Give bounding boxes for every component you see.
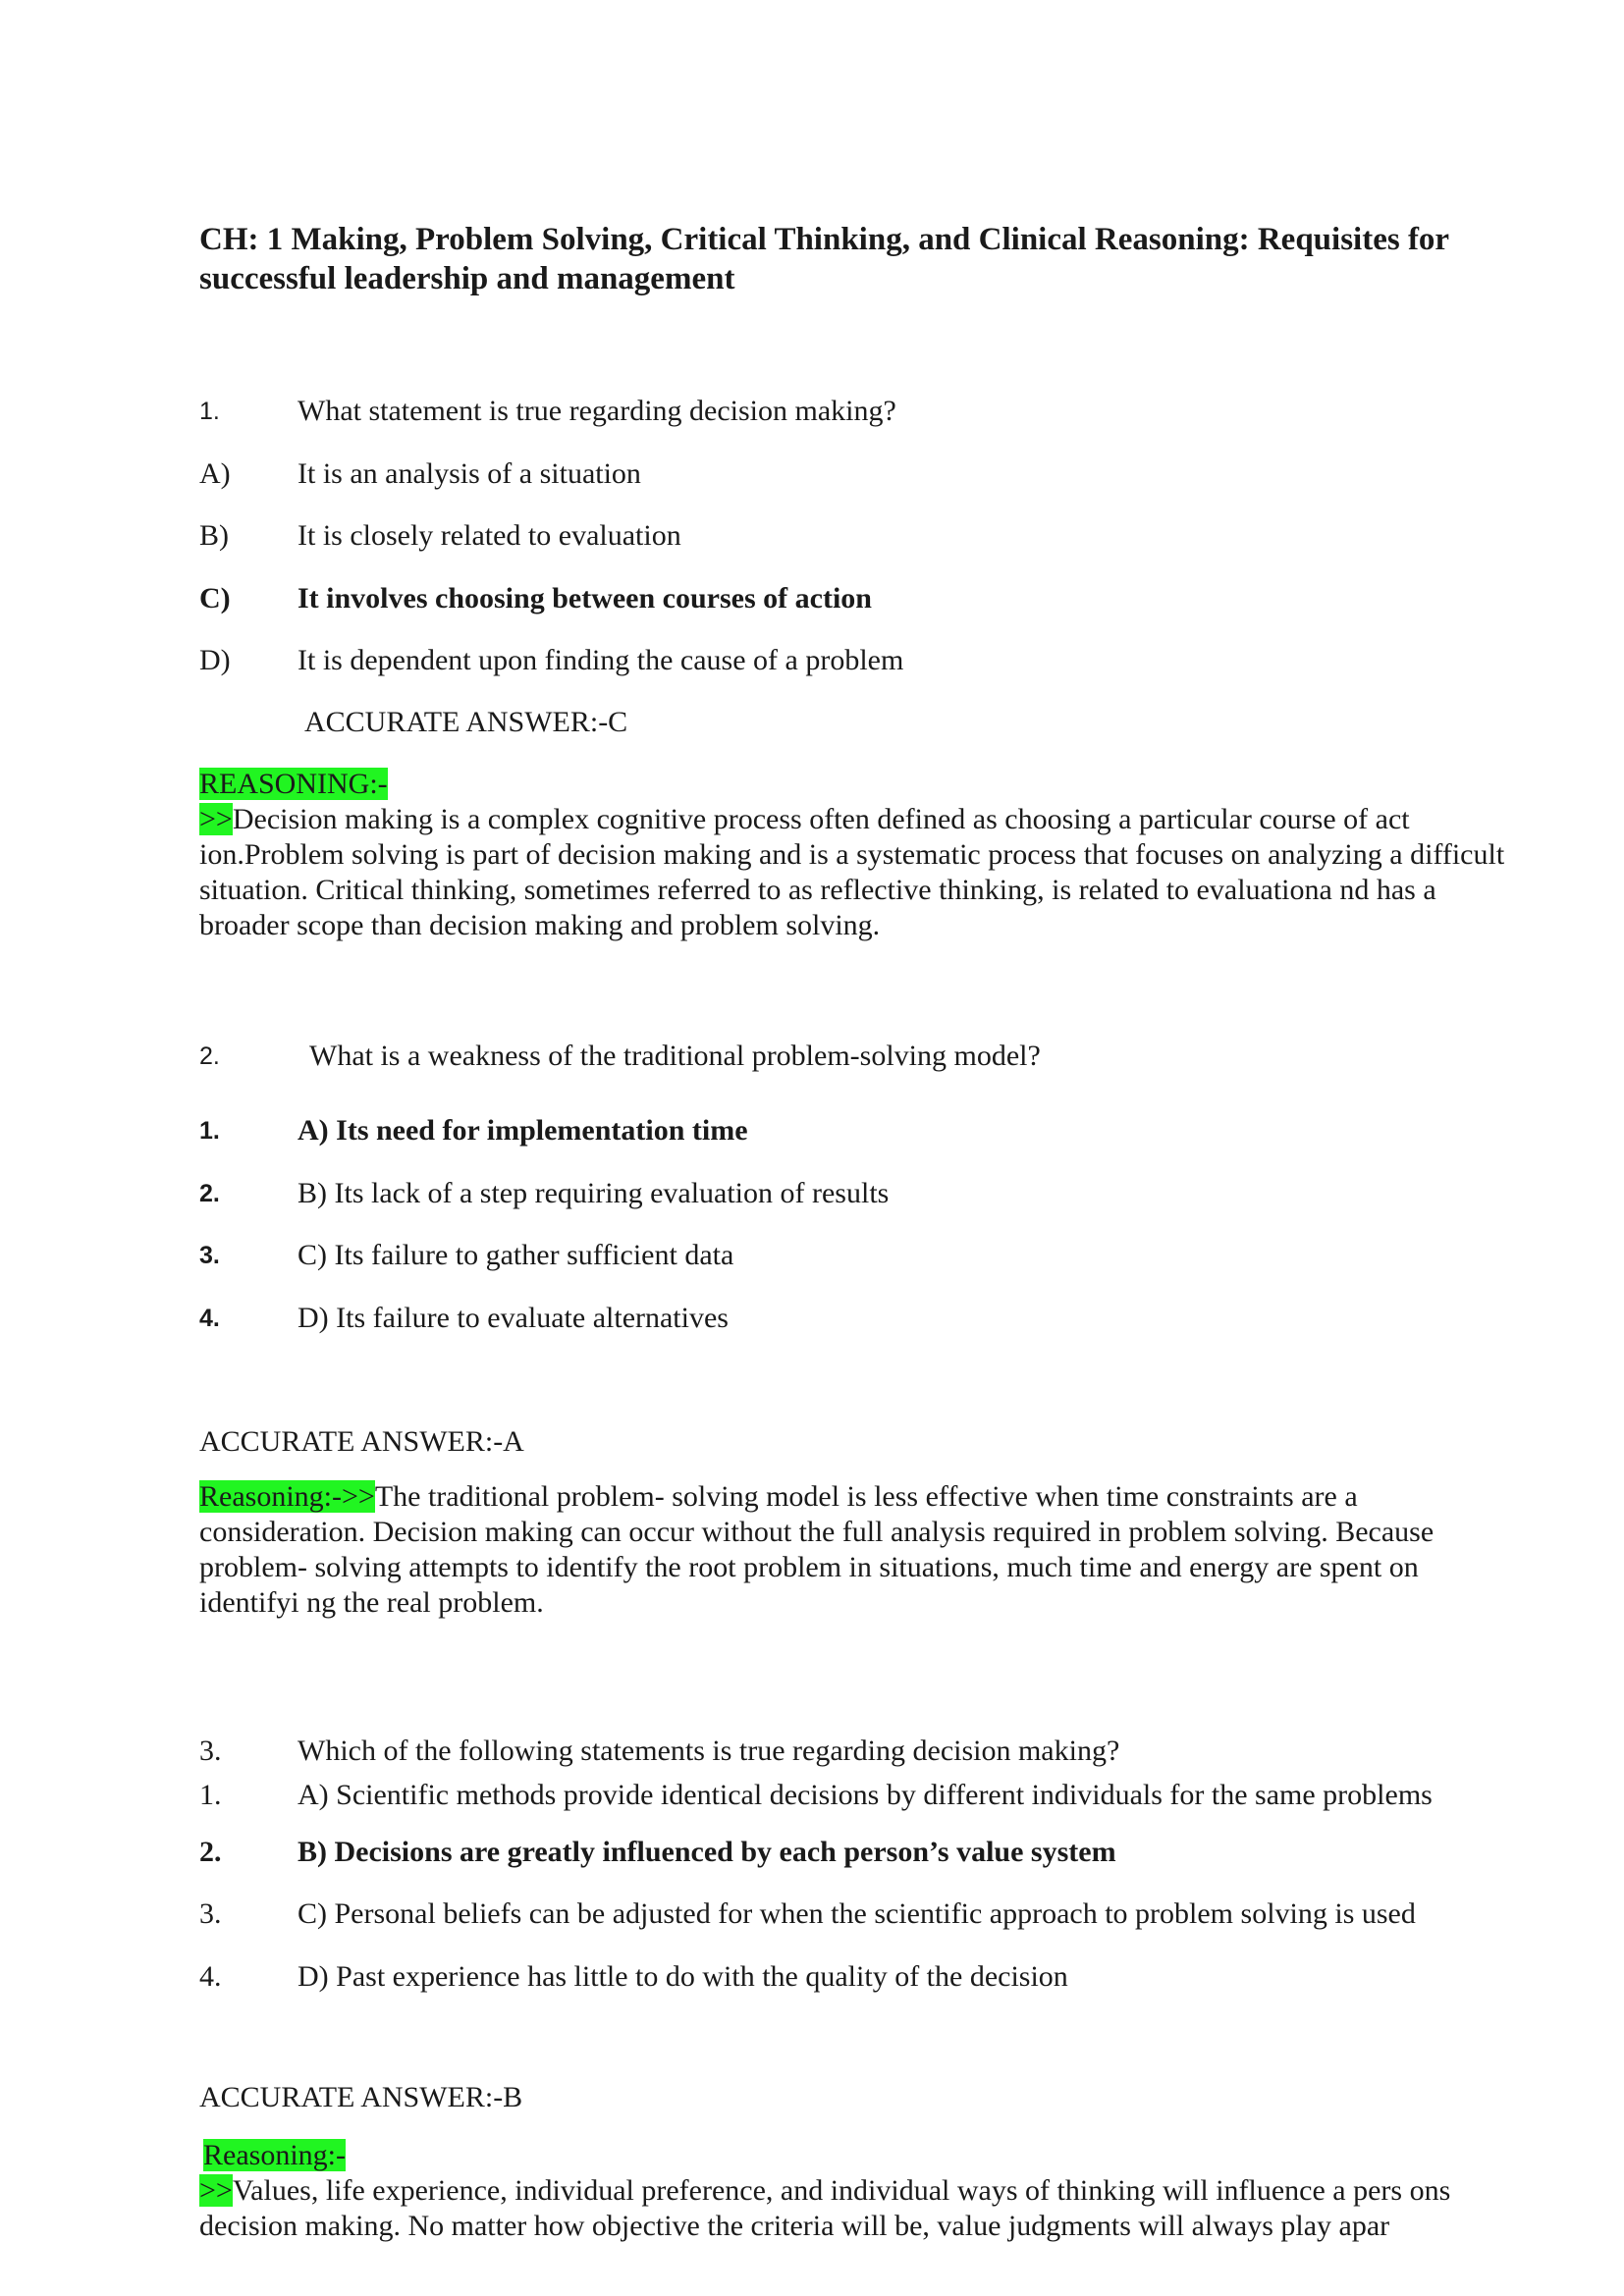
option-text: B) Its lack of a step requiring evaluation of results [298,1177,890,1209]
option-text: B) Decisions are greatly influenced by each person’s value system [298,1836,1116,1868]
option-text: It is an analysis of a situation [298,457,641,490]
question-text: What statement is true regarding decision making? [298,395,896,427]
reasoning-label: REASONING:- [199,768,388,800]
option-number: 4. [199,1960,222,1993]
option-text: It is dependent upon finding the cause of a problem [298,644,904,676]
option-number: 2. [199,1836,222,1868]
reasoning-2 [199,1479,1505,1621]
option-number: 2. [199,1180,220,1207]
option-letter: B) [199,519,229,552]
answer-3: ACCURATE ANSWER:-B [199,2081,523,2113]
question-number: 2. [199,1042,220,1070]
option-text: C) Its failure to gather sufficient data [298,1239,734,1271]
reasoning-text: The traditional problem- solving model is less effective when time constraints are a consideration. Decision making can occur without the full analysis required in problem solving. Because problem- solving attempts to identify the root problem in situations, much time and energy are spent on identifyi ng the real problem. [199,1480,1435,1619]
option-text: A) Scientific methods provide identical decisions by different individuals for the same problems [298,1779,1433,1811]
reasoning-1 [199,767,1505,943]
option-number: 1. [199,1117,220,1145]
reasoning-marker: >> [199,2174,233,2207]
option-number: 3. [199,1242,220,1269]
reasoning-text: Decision making is a complex cognitive process often defined as choosing a particular course of act ion.Problem solving is part of decision making and is a systematic process that focuses on analyzing a difficult situation. Critical thinking, sometimes referred to as reflective thinking, is related to evaluationa nd has a broader scope than decision making and problem solving. [199,803,1505,941]
chapter-title: CH: 1 Making, Problem Solving, Critical Thinking, and Clinical Reasoning: Requisites for successful leadership and management [199,222,1449,296]
option-text: D) Its failure to evaluate alternatives [298,1302,729,1334]
option-number: 1. [199,1779,222,1811]
answer-2: ACCURATE ANSWER:-A [199,1425,524,1458]
reasoning-3 [199,2138,1505,2244]
option-text: D) Past experience has little to do with the quality of the decision [298,1960,1068,1993]
option-letter: A) [199,457,231,490]
question-number: 1. [199,398,220,425]
option-number: 3. [199,1897,222,1930]
option-text: It is closely related to evaluation [298,519,681,552]
option-text: It involves choosing between courses of action [298,582,872,614]
option-text: C) Personal beliefs can be adjusted for when the scientific approach to problem solving is used [298,1897,1416,1930]
reasoning-marker: >> [199,803,233,835]
option-number: 4. [199,1305,220,1332]
reasoning-text: Values, life experience, individual preference, and individual ways of thinking will influence a pers ons decision making. No matter how objective the criteria will be, value judgments will always play apar [199,2174,1451,2242]
reasoning-label: Reasoning:->> [199,1480,375,1513]
question-text: What is a weakness of the traditional problem-solving model? [309,1040,1041,1072]
option-letter: D) [199,644,231,676]
question-text: Which of the following statements is true regarding decision making? [298,1735,1120,1767]
answer-1: ACCURATE ANSWER:-C [304,706,628,738]
option-text: A) Its need for implementation time [298,1114,748,1147]
option-letter: C) [199,582,231,614]
question-number: 3. [199,1735,222,1767]
reasoning-label: Reasoning:- [203,2139,346,2171]
